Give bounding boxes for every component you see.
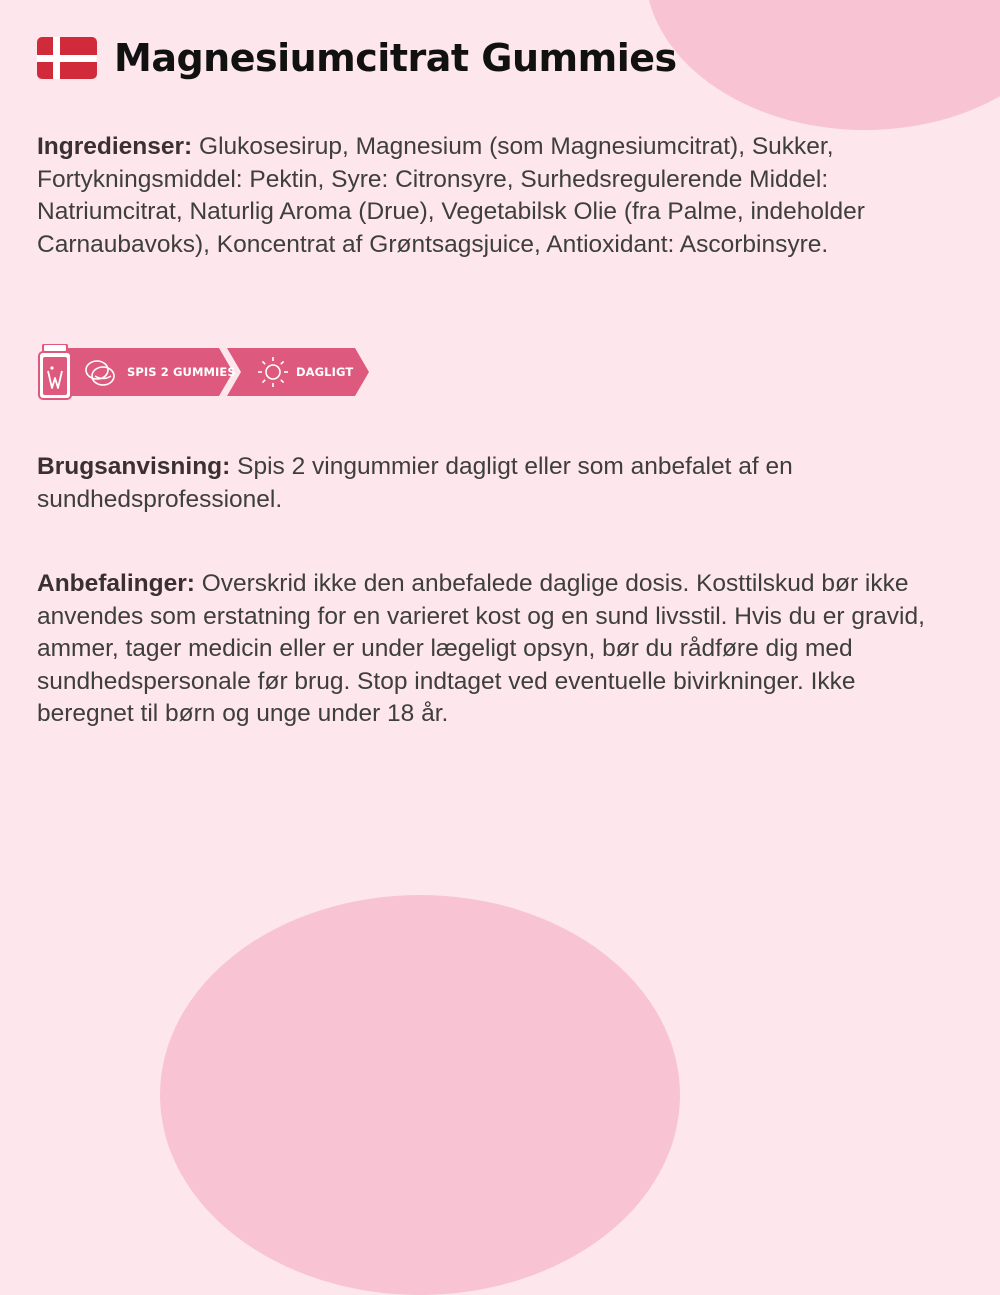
frequency-step-label: DAGLIGT bbox=[296, 365, 354, 379]
recommendations-label: Anbefalinger: bbox=[37, 570, 195, 597]
ingredients-label: Ingredienser: bbox=[37, 133, 193, 160]
header bbox=[37, 36, 677, 80]
dosage-step-label: SPIS 2 GUMMIES bbox=[127, 365, 236, 379]
recommendations-text: Overskrid ikke den anbefalede daglige dosis. Kosttilskud bør ikke anvendes som erstatning for en varieret kost og en sund livsstil. Hvis du er gravid, ammer, tager medicin eller er under lægeligt opsyn, bør du rådføre dig med sundhedspersonale før brug. Stop indtaget ved eventuelle bivirkninger. Ikke beregnet til børn og unge under 18 år. bbox=[37, 570, 925, 727]
denmark-flag-icon bbox=[37, 37, 97, 79]
usage-text: Spis 2 vingummier dagligt eller som anbefalet af en sundhedsprofessionel. bbox=[37, 453, 793, 513]
recommendations-paragraph bbox=[37, 568, 937, 731]
ingredients-paragraph bbox=[37, 131, 937, 261]
supplement-jar-icon bbox=[39, 344, 71, 399]
ingredients-text: Glukosesirup, Magnesium (som Magnesiumcitrat), Sukker, Fortykningsmiddel: Pektin, Syre: Citronsyre, Surhedsregulerende Middel: Natriumcitrat, Naturlig Aroma (Drue), Vegetabilsk Olie (fra Palme, indeholder Carnaubavoks), Koncentrat af Grøntsagsjuice, Antioxidant: Ascorbinsyre. bbox=[37, 133, 865, 258]
page-title: Magnesiumcitrat Gummies bbox=[114, 36, 677, 80]
usage-paragraph bbox=[37, 451, 937, 516]
dosage-badge bbox=[37, 344, 373, 400]
decorative-blob-bottom bbox=[160, 895, 680, 1295]
usage-label: Brugsanvisning: bbox=[37, 453, 231, 480]
decorative-blob-top bbox=[645, 0, 1000, 130]
